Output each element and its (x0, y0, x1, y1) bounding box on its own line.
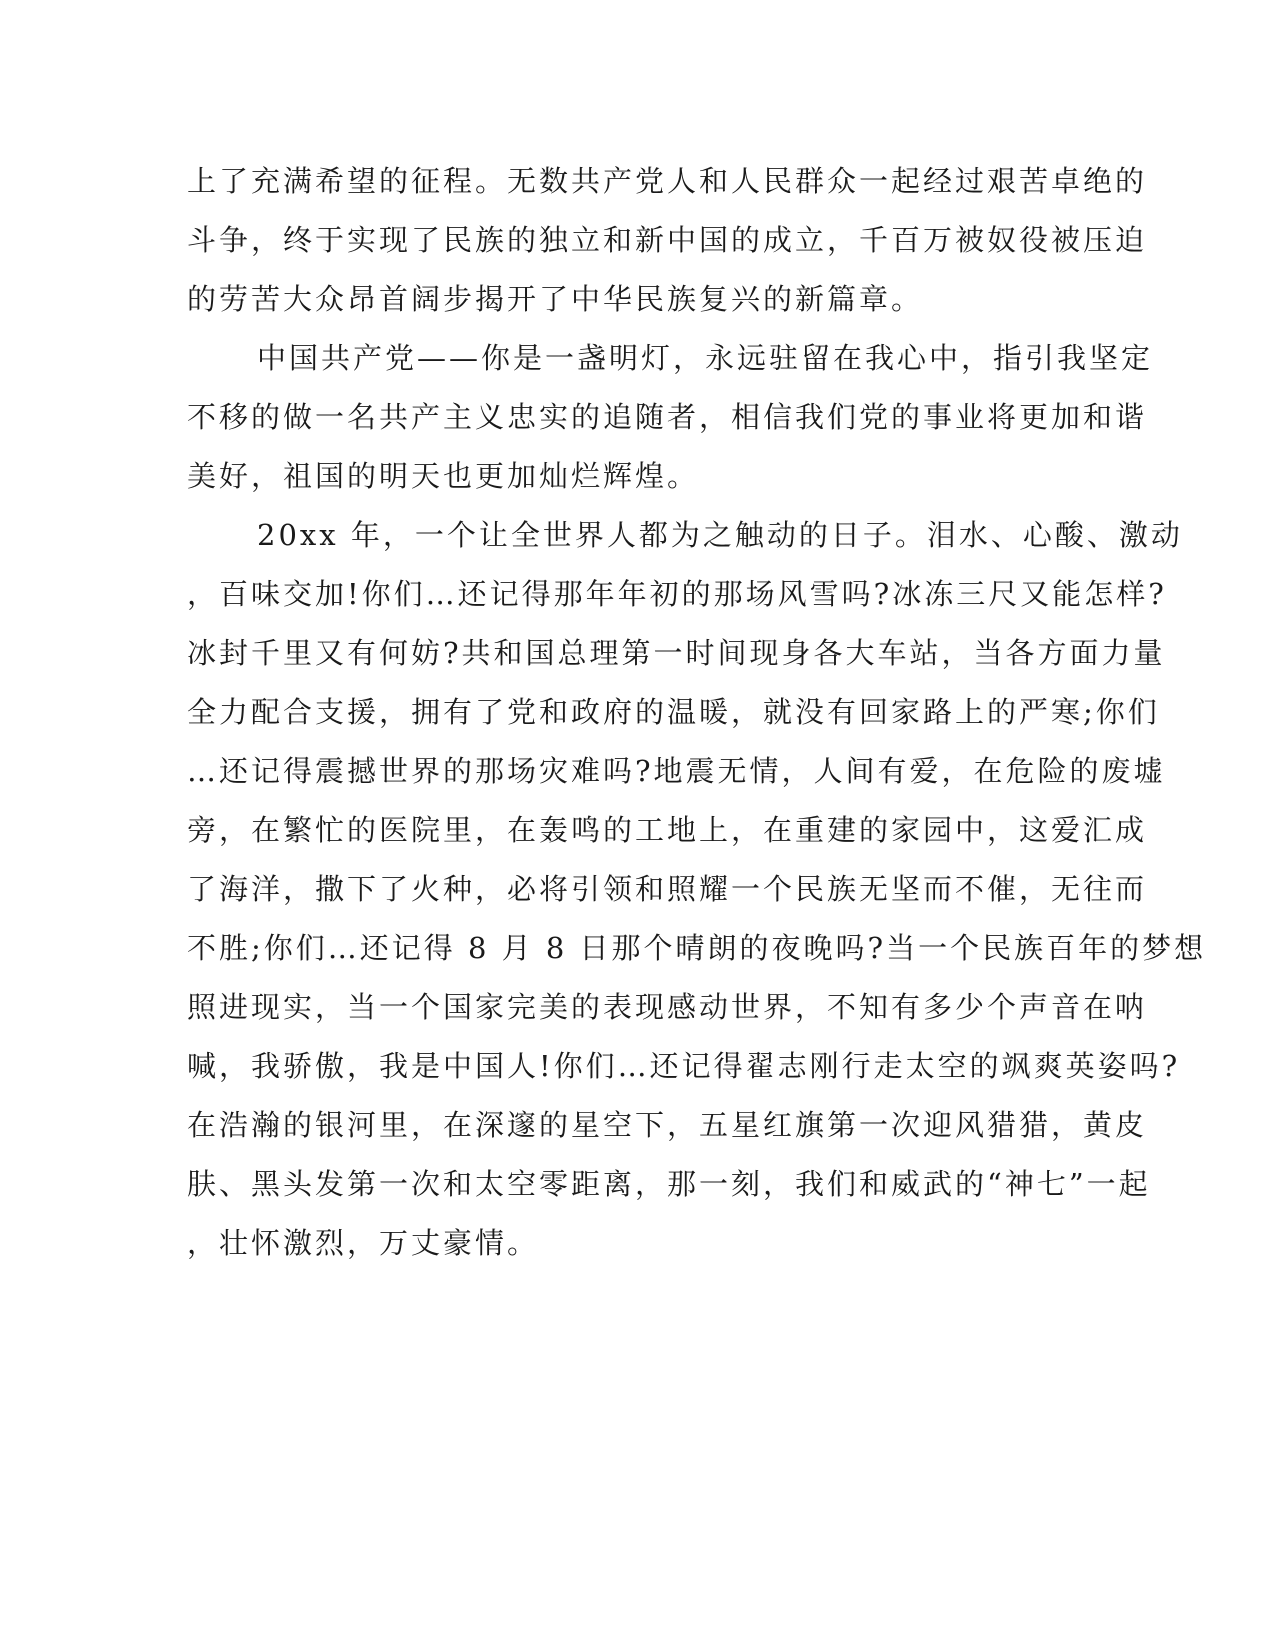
paragraph-3-line-12: 肤、黑头发第一次和太空零距离，那一刻，我们和威武的“神七”一起 (187, 1167, 1151, 1201)
paragraph-1-line-2: 斗争，终于实现了民族的独立和新中国的成立，千百万被奴役被压迫 (187, 223, 1148, 257)
paragraph-1-line-1: 上了充满希望的征程。无数共产党人和人民群众一起经过艰苦卓绝的 (187, 164, 1148, 198)
paragraph-2-line-2: 不移的做一名共产主义忠实的追随者，相信我们党的事业将更加和谐 (187, 400, 1148, 434)
paragraph-3-line-13: ，壮怀激烈，万丈豪情。 (187, 1226, 540, 1260)
paragraph-1-line-3: 的劳苦大众昂首阔步揭开了中华民族复兴的新篇章。 (187, 282, 924, 316)
paragraph-3-line-4: 全力配合支援，拥有了党和政府的温暖，就没有回家路上的严寒;你们 (187, 695, 1160, 729)
paragraph-3-line-2: ，百味交加!你们…还记得那年年初的那场风雪吗?冰冻三尺又能怎样? (187, 577, 1167, 611)
paragraph-3-line-1: 20xx 年，一个让全世界人都为之触动的日子。泪水、心酸、激动 (257, 518, 1183, 552)
paragraph-3-line-8: 不胜;你们…还记得 8 月 8 日那个晴朗的夜晚吗?当一个民族百年的梦想 (187, 931, 1207, 965)
paragraph-2-line-1: 中国共产党——你是一盏明灯，永远驻留在我心中，指引我坚定 (257, 341, 1154, 375)
paragraph-3-line-7: 了海洋，撒下了火种，必将引领和照耀一个民族无坚而不催，无往而 (187, 872, 1148, 906)
paragraph-3-line-11: 在浩瀚的银河里，在深邃的星空下，五星红旗第一次迎风猎猎，黄皮 (187, 1108, 1148, 1142)
paragraph-3-line-5: …还记得震撼世界的那场灾难吗?地震无情，人间有爱，在危险的废墟 (187, 754, 1166, 788)
paragraph-3-line-3: 冰封千里又有何妨?共和国总理第一时间现身各大车站，当各方面力量 (187, 636, 1166, 670)
paragraph-3-line-6: 旁，在繁忙的医院里，在轰鸣的工地上，在重建的家园中，这爱汇成 (187, 813, 1148, 847)
paragraph-3-line-9: 照进现实，当一个国家完美的表现感动世界，不知有多少个声音在呐 (187, 990, 1148, 1024)
paragraph-3-line-10: 喊，我骄傲，我是中国人!你们…还记得翟志刚行走太空的飒爽英姿吗? (187, 1049, 1181, 1083)
paragraph-2-line-3: 美好，祖国的明天也更加灿烂辉煌。 (187, 459, 700, 493)
